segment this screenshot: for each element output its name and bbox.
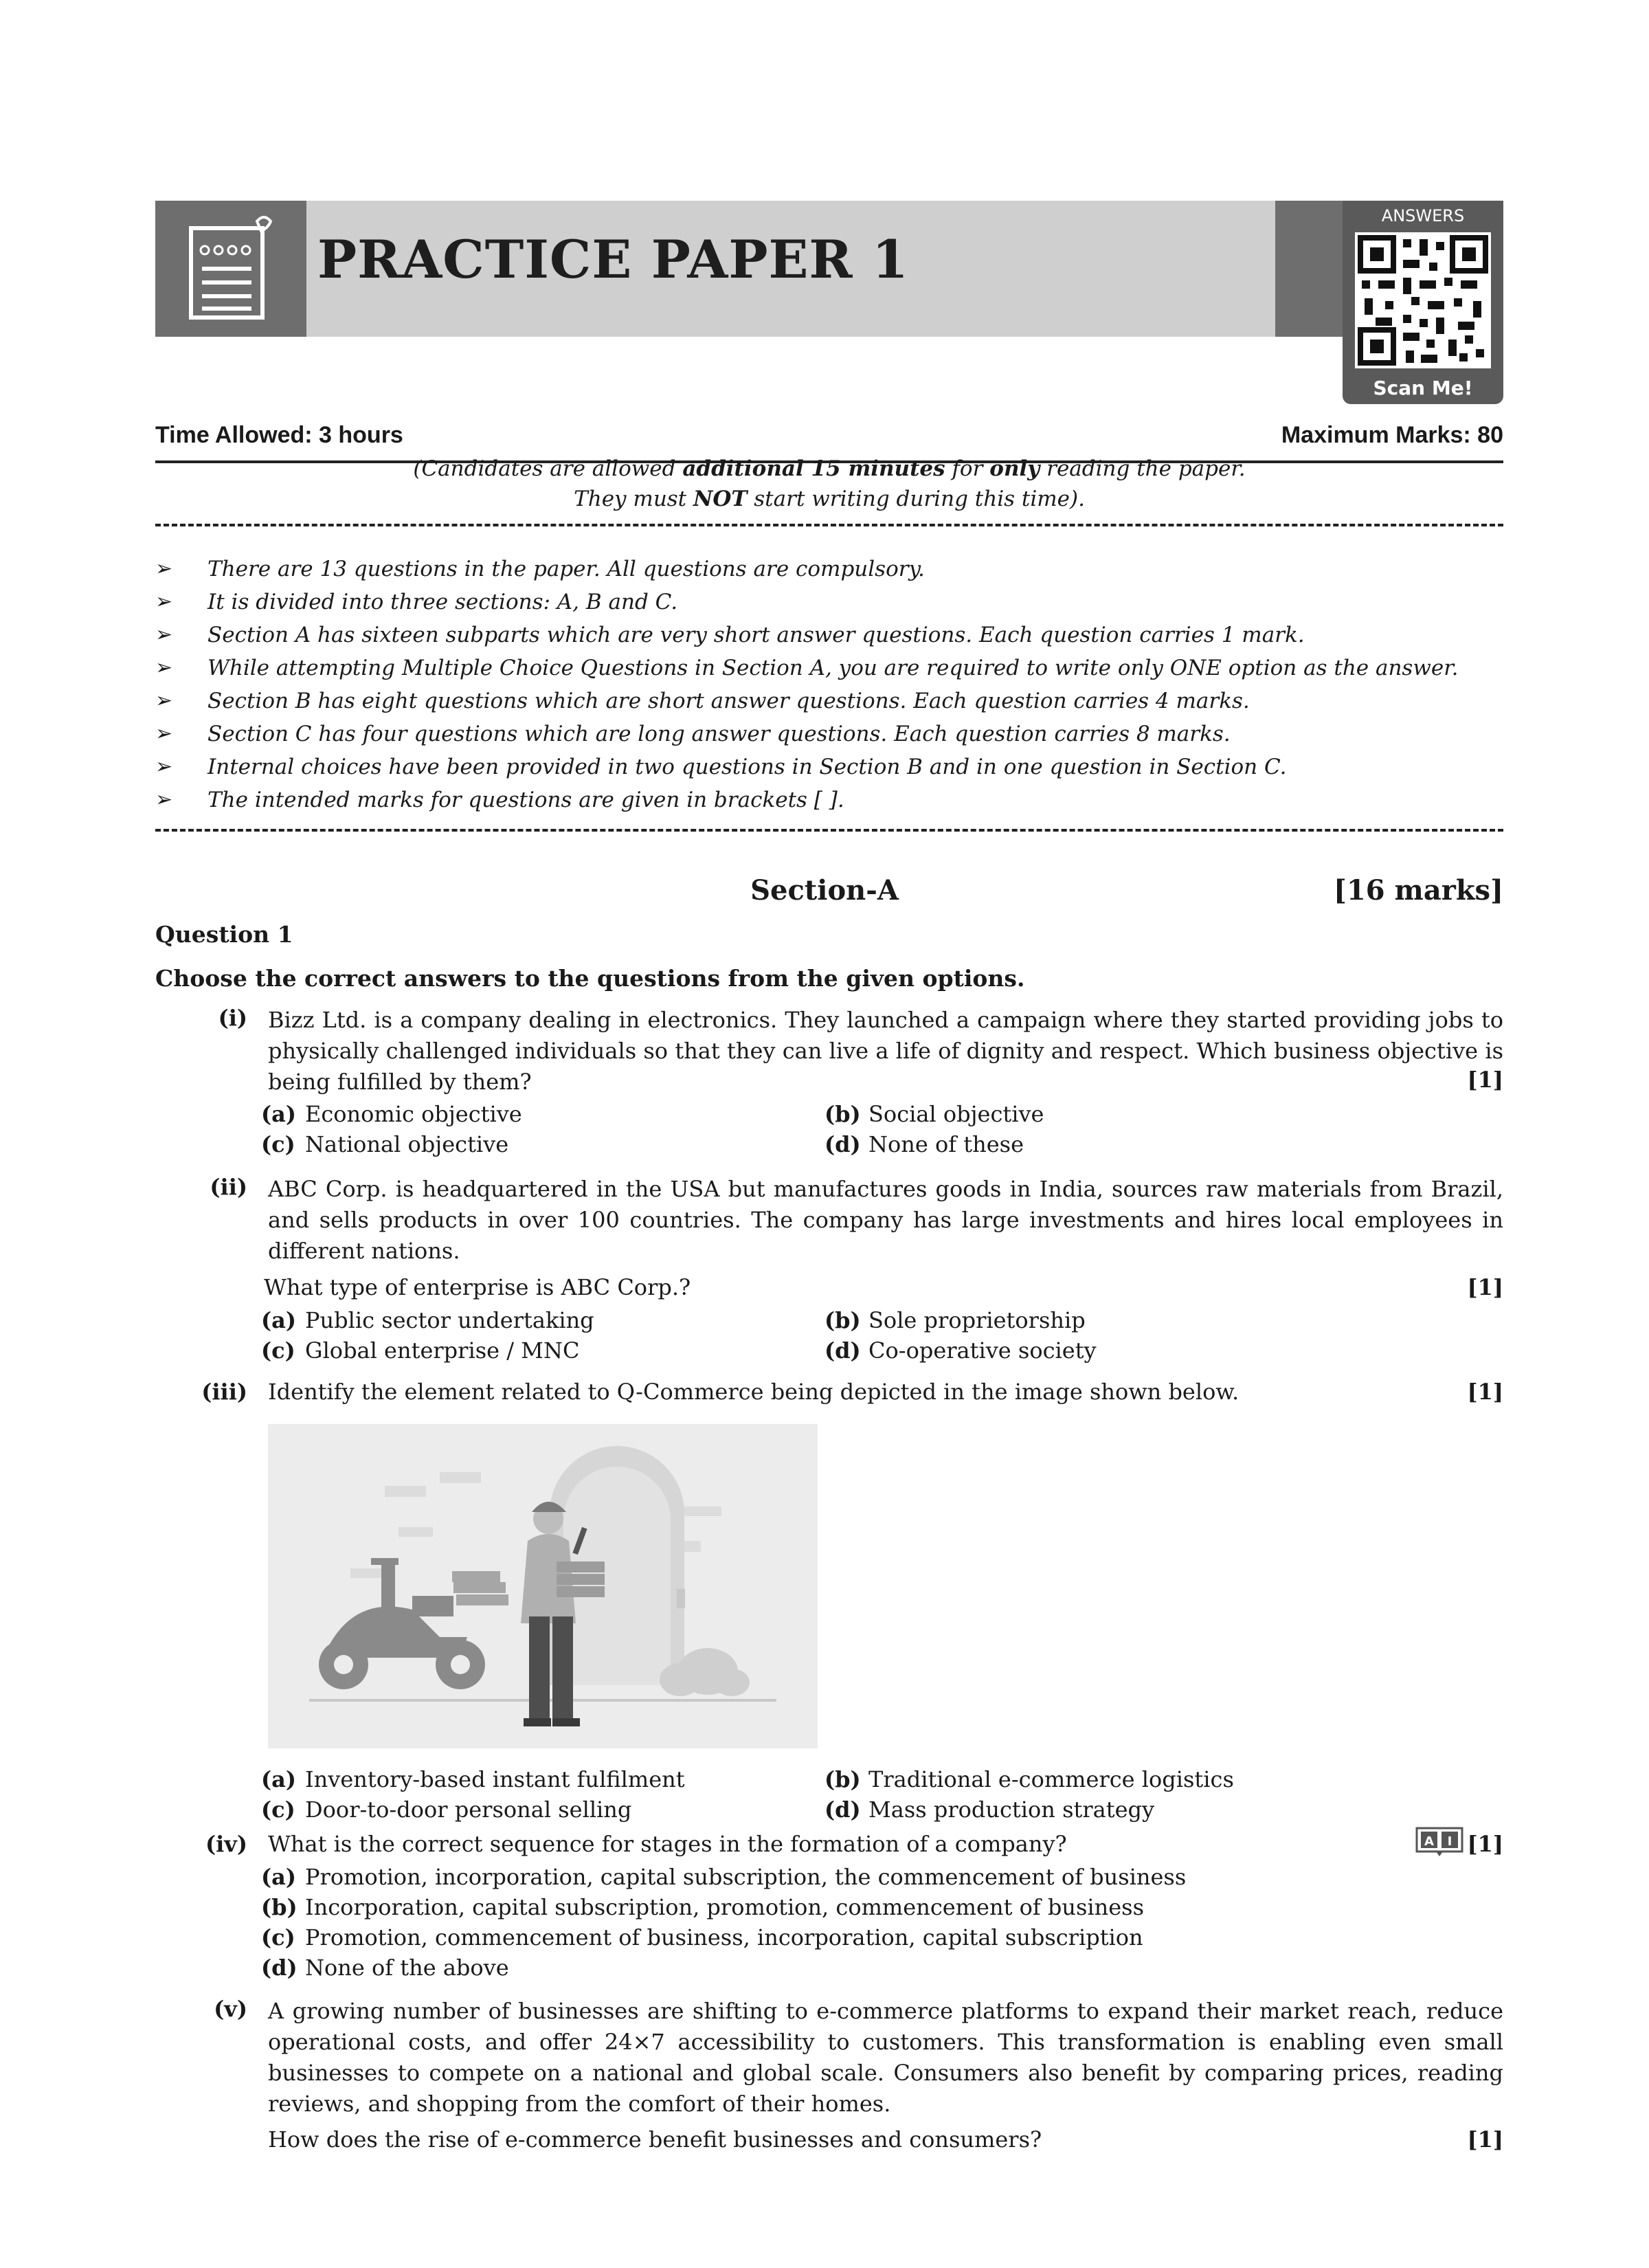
arrow-bullet-icon: ➢ [155, 689, 173, 713]
section-title: Section-A [750, 874, 899, 907]
dashed-divider [155, 524, 1503, 526]
instruction-item: ➢ Section C has four questions which are long answer questions. Each question carries 8 marks. [155, 722, 1231, 746]
option-b[interactable]: (b) Sole proprietorship [824, 1307, 1086, 1333]
option-b[interactable]: (b) Incorporation, capital subscription, promotion, commencement of business [261, 1894, 1145, 1920]
option-a[interactable]: (a) Inventory-based instant fulfilment [261, 1766, 685, 1792]
arrow-bullet-icon: ➢ [155, 656, 173, 680]
question-text: What is the correct sequence for stages in the formation of a company? [268, 1831, 1067, 1857]
arrow-bullet-icon: ➢ [155, 755, 173, 779]
question-prompt: What type of enterprise is ABC Corp.? [264, 1274, 691, 1300]
instruction-item: ➢ Section A has sixteen subparts which are very short answer questions. Each question carries 1 mark. [155, 623, 1305, 647]
part-mark: [1] [1467, 1274, 1503, 1300]
reading-time-note-line2: They must NOT start writing during this time). [574, 487, 1085, 511]
reading-time-note-line1: (Candidates are allowed additional 15 minutes for only reading the paper. [413, 456, 1246, 481]
part-mark: [1] [1467, 1067, 1503, 1093]
instruction-item: ➢ While attempting Multiple Choice Questions in Section A, you are required to write only ONE option as the answer. [155, 656, 1459, 680]
instruction-item: ➢ Internal choices have been provided in two questions in Section B and in one question in Section C. [155, 755, 1287, 779]
option-b[interactable]: (b) Traditional e-commerce logistics [824, 1766, 1234, 1792]
part-number: (v) [214, 1996, 247, 2022]
delivery-illustration [268, 1424, 818, 1748]
paper-title: PRACTICE PAPER 1 [317, 229, 909, 290]
option-d[interactable]: (d) Mass production strategy [824, 1797, 1155, 1823]
svg-text:I: I [1447, 1834, 1452, 1849]
instruction-item: ➢ There are 13 questions in the paper. All questions are compulsory. [155, 557, 925, 581]
qr-code-icon[interactable] [1355, 232, 1491, 368]
section-marks: [16 marks] [1334, 874, 1503, 907]
option-c[interactable]: (c) Global enterprise / MNC [261, 1337, 580, 1364]
instruction-item: ➢ The intended marks for questions are given in brackets [ ]. [155, 788, 844, 812]
option-a[interactable]: (a) Public sector undertaking [261, 1307, 594, 1333]
part-number: (ii) [210, 1174, 247, 1200]
part-number: (i) [218, 1005, 247, 1031]
instruction-item: ➢ It is divided into three sections: A, B and C. [155, 590, 678, 614]
question-text: ABC Corp. is headquartered in the USA but manufactures goods in India, sources raw materials from Brazil, and sells products in over 100 countries. The company has large investments and hires local employees in different nations. [268, 1176, 1503, 1264]
option-b[interactable]: (b) Social objective [824, 1101, 1044, 1127]
question-text: A growing number of businesses are shifting to e-commerce platforms to expand their market reach, reduce operational costs, and offer 24×7 accessibility to customers. This transformation is enabling even small businesses to compete on a national and global scale. Consumers also benefit by comparing prices, reading reviews, and shopping from the comfort of their homes. [268, 1998, 1503, 2117]
arrow-bullet-icon: ➢ [155, 623, 173, 647]
svg-text:A: A [1424, 1834, 1434, 1849]
part-number: (iv) [205, 1831, 247, 1857]
option-d[interactable]: (d) None of these [824, 1131, 1024, 1157]
part-mark: [1] [1467, 1379, 1503, 1405]
option-d[interactable]: (d) Co-operative society [824, 1337, 1097, 1364]
qr-answers-label: ANSWERS [1381, 206, 1465, 225]
option-c[interactable]: (c) Door-to-door personal selling [261, 1797, 632, 1823]
arrow-bullet-icon: ➢ [155, 788, 173, 812]
question-prompt: How does the rise of e-commerce benefit businesses and consumers? [268, 2126, 1042, 2153]
part-mark: [1] [1467, 2126, 1503, 2153]
arrow-bullet-icon: ➢ [155, 557, 173, 581]
ai-badge-icon[interactable] [1415, 1827, 1463, 1857]
maximum-marks: Maximum Marks: 80 [1281, 422, 1503, 448]
arrow-bullet-icon: ➢ [155, 590, 173, 614]
question-text: Identify the element related to Q-Commerce being depicted in the image shown below. [268, 1379, 1239, 1405]
instruction-item: ➢ Section B has eight questions which are short answer questions. Each question carries 4 marks. [155, 689, 1250, 713]
qr-scan-label: Scan Me! [1373, 377, 1473, 399]
option-a[interactable]: (a) Economic objective [261, 1101, 522, 1127]
part-mark: [1] [1467, 1831, 1503, 1857]
question-text: Bizz Ltd. is a company dealing in electronics. They launched a campaign where they started providing jobs to physically challenged individuals so that they can live a life of dignity and respect. Which business objective is being fulfilled by them? [268, 1007, 1503, 1095]
option-a[interactable]: (a) Promotion, incorporation, capital subscription, the commencement of business [261, 1864, 1187, 1890]
option-c[interactable]: (c) Promotion, commencement of business, incorporation, capital subscription [261, 1924, 1143, 1950]
paper-icon [155, 201, 306, 337]
option-d[interactable]: (d) None of the above [261, 1955, 509, 1981]
part-number: (iii) [201, 1379, 247, 1405]
time-allowed: Time Allowed: 3 hours [155, 422, 403, 448]
question-label: Question 1 [155, 921, 293, 948]
option-c[interactable]: (c) National objective [261, 1131, 509, 1157]
question-directive: Choose the correct answers to the questions from the given options. [155, 965, 1025, 992]
arrow-bullet-icon: ➢ [155, 722, 173, 746]
dashed-divider [155, 829, 1503, 832]
